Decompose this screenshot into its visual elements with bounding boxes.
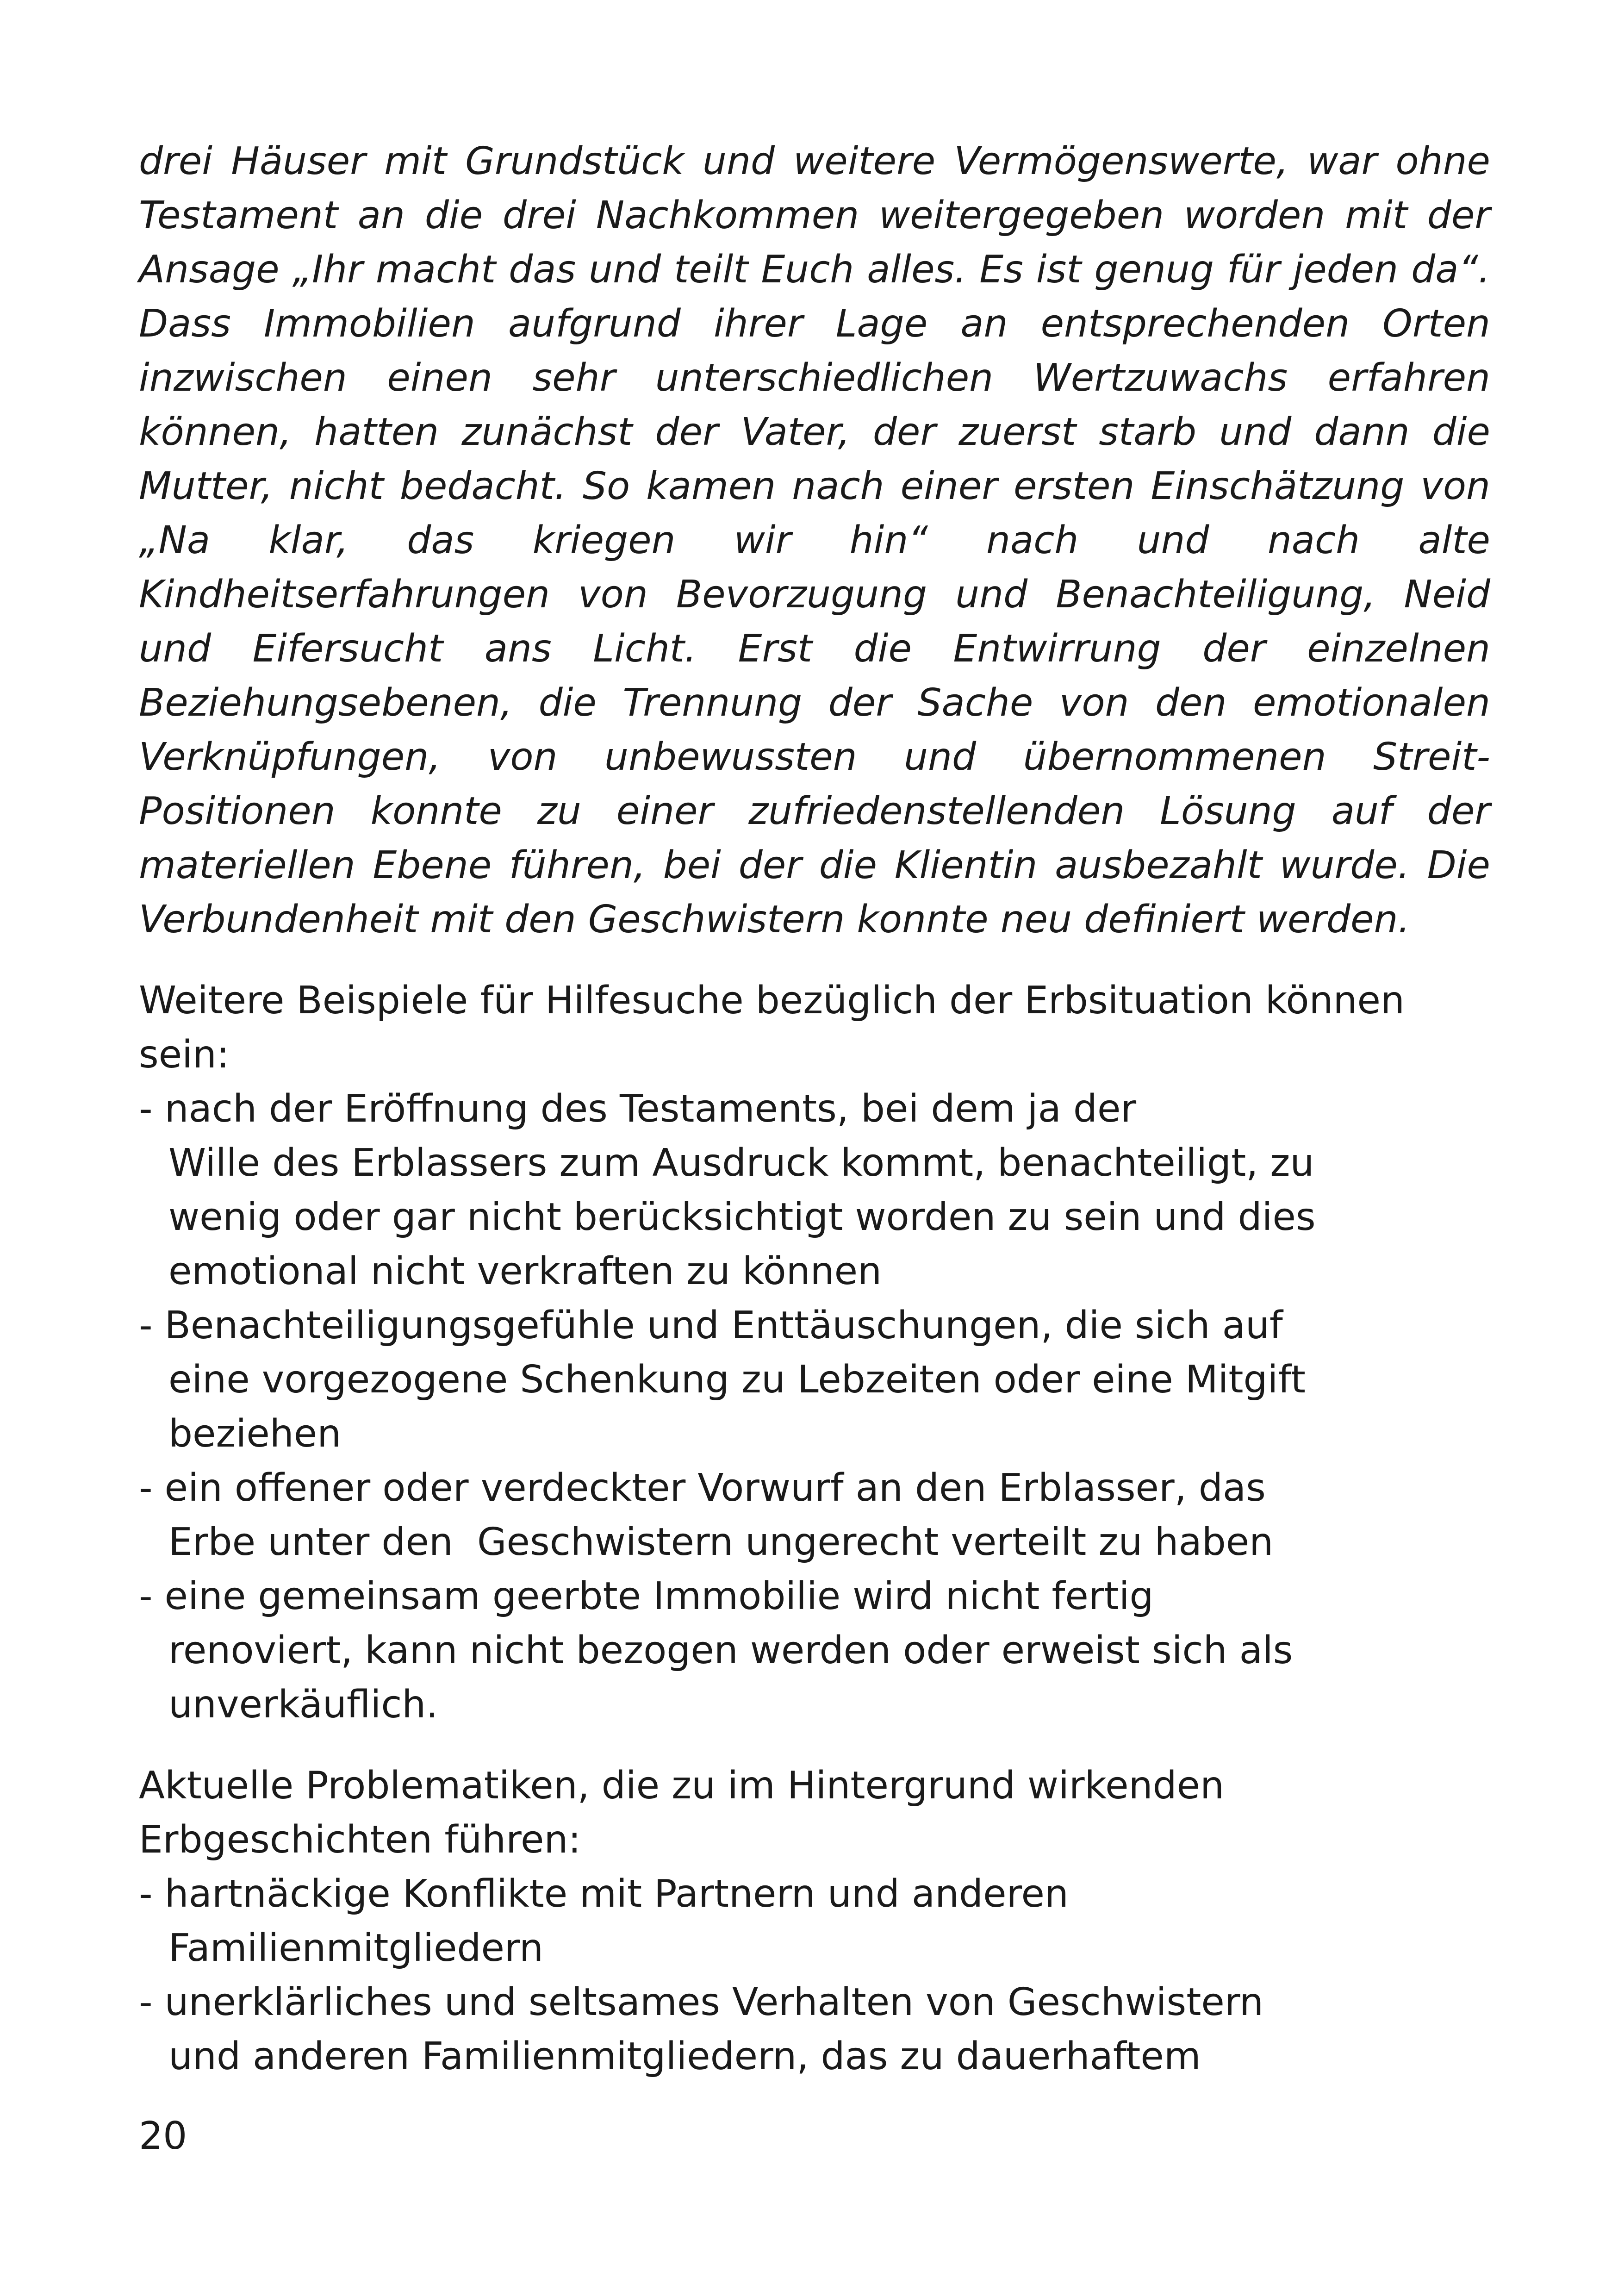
list-item-line: eine vorgezogene Schenkung zu Lebzeiten oder eine Mitgift bbox=[168, 1358, 1306, 1402]
list-item-line: - ein offener oder verdeckter Vorwurf an den Erblasser, das bbox=[139, 1466, 1266, 1510]
section-intro-line: Weitere Beispiele für Hilfesuche bezüglich der Erbsituation können bbox=[139, 979, 1405, 1023]
page-body bbox=[139, 134, 1490, 2084]
text-line: „Na klar, das kriegen wir hin“ nach und nach alte bbox=[139, 518, 1490, 562]
list-item bbox=[139, 1082, 1490, 1298]
text-line: drei Häuser mit Grundstück und weitere Vermögenswerte, war ohne bbox=[139, 139, 1490, 183]
text-line: Verknüpfungen, von unbewussten und übernommenen Streit- bbox=[139, 735, 1490, 779]
section-intro-line: Aktuelle Problematiken, die zu im Hintergrund wirkenden bbox=[139, 1764, 1225, 1808]
list-item-line: Wille des Erblassers zum Ausdruck kommt, benachteiligt, zu bbox=[168, 1141, 1314, 1185]
list-item-line: renoviert, kann nicht bezogen werden oder erweist sich als bbox=[168, 1628, 1293, 1672]
page-number: 20 bbox=[139, 2114, 187, 2158]
text-line: können, hatten zunächst der Vater, der zuerst starb und dann die bbox=[139, 410, 1490, 454]
list-item-line: wenig oder gar nicht berücksichtigt worden zu sein und dies bbox=[168, 1195, 1316, 1239]
text-line: Testament an die drei Nachkommen weitergegeben worden mit der bbox=[139, 193, 1490, 237]
list-item-line: - hartnäckige Konflikte mit Partnern und anderen bbox=[139, 1872, 1069, 1916]
list-item bbox=[139, 1298, 1490, 1461]
case-story-paragraph bbox=[139, 134, 1490, 947]
section-intro-line: sein: bbox=[139, 1033, 230, 1077]
text-line: und Eifersucht ans Licht. Erst die Entwirrung der einzelnen bbox=[139, 627, 1490, 671]
list-item bbox=[139, 1975, 1490, 2084]
list-item-line: - nach der Eröffnung des Testaments, bei dem ja der bbox=[139, 1087, 1137, 1131]
list-item bbox=[139, 1569, 1490, 1732]
text-line: Kindheitserfahrungen von Bevorzugung und Benachteiligung, Neid bbox=[139, 573, 1490, 617]
list-item-line: beziehen bbox=[168, 1412, 342, 1456]
list-item bbox=[139, 1867, 1490, 1975]
problems-section bbox=[139, 1759, 1490, 2084]
text-line: Positionen konnte zu einer zufriedenstellenden Lösung auf der bbox=[139, 789, 1490, 833]
list-item-line: - unerklärliches und seltsames Verhalten von Geschwistern bbox=[139, 1980, 1264, 2024]
section-intro-line: Erbgeschichten führen: bbox=[139, 1818, 581, 1862]
list-item-line: Erbe unter den Geschwistern ungerecht verteilt zu haben bbox=[168, 1520, 1274, 1564]
list-item-line: - Benachteiligungsgefühle und Enttäuschungen, die sich auf bbox=[139, 1304, 1283, 1348]
paragraph-gap bbox=[139, 1732, 1490, 1759]
list-item-line: - eine gemeinsam geerbte Immobilie wird nicht fertig bbox=[139, 1574, 1154, 1618]
text-line: Mutter, nicht bedacht. So kamen nach einer ersten Einschätzung von bbox=[139, 464, 1490, 508]
list-item-line: und anderen Familienmitgliedern, das zu dauerhaftem bbox=[168, 2034, 1201, 2078]
text-line: Dass Immobilien aufgrund ihrer Lage an entsprechenden Orten bbox=[139, 302, 1490, 346]
list-item bbox=[139, 1461, 1490, 1569]
text-line: Beziehungsebenen, die Trennung der Sache von den emotionalen bbox=[139, 681, 1490, 725]
list-item-line: emotional nicht verkraften zu können bbox=[168, 1249, 882, 1293]
paragraph-gap bbox=[139, 947, 1490, 973]
text-line: Verbundenheit mit den Geschwistern konnte neu definiert werden. bbox=[139, 898, 1410, 942]
text-line: materiellen Ebene führen, bei der die Klientin ausbezahlt wurde. Die bbox=[139, 843, 1490, 887]
text-line: inzwischen einen sehr unterschiedlichen Wertzuwachs erfahren bbox=[139, 356, 1490, 400]
list-item-line: unverkäuflich. bbox=[168, 1683, 438, 1727]
list-item-line: Familienmitgliedern bbox=[168, 1926, 544, 1970]
examples-section bbox=[139, 973, 1490, 1732]
text-line: Ansage „Ihr macht das und teilt Euch alles. Es ist genug für jeden da“. bbox=[139, 248, 1490, 292]
